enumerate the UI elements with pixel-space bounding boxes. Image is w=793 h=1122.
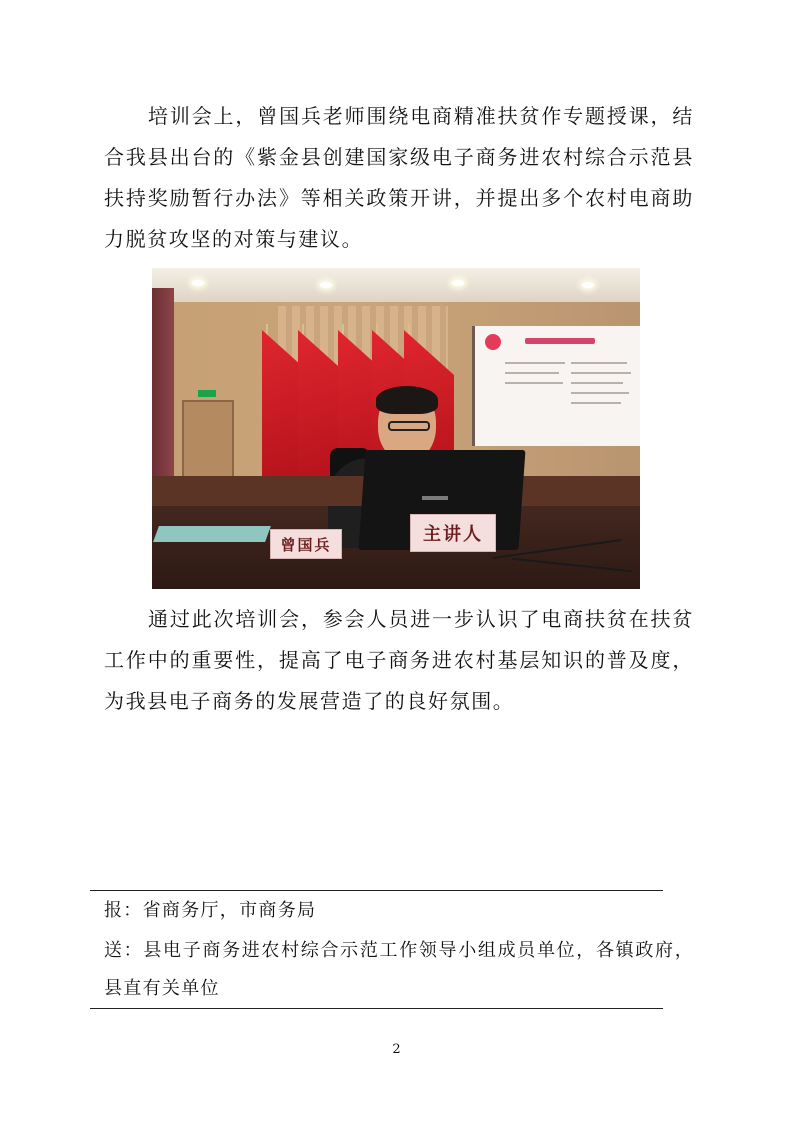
slide-text-line [571,362,627,364]
ceiling-light [192,280,204,286]
slide-title-bar [525,338,595,344]
paragraph-training-content: 培训会上，曾国兵老师围绕电商精准扶贫作专题授课，结合我县出台的《紫金县创建国家级电子商务进农村综合示范县扶持奖励暂行办法》等相关政策开讲，并提出多个农村电商助力脱贫攻坚的对策与建议。 [104,104,694,251]
divider-top [90,890,663,891]
slide-text-line [571,402,621,404]
training-photo [152,268,640,589]
nameplate-speaker-name: 曾国兵 [270,529,342,559]
slide-text-line [505,362,565,364]
speaker-glasses [388,421,430,431]
report-to-line: 报：省商务厅，市商务局 [104,900,317,921]
projection-screen [472,326,640,446]
page-number: 2 [392,1042,401,1057]
nameplate-lecturer: 主讲人 [410,514,496,552]
exit-sign [198,390,216,397]
slide-text-line [571,392,629,394]
slide-text-line [505,372,559,374]
ceiling-light [582,282,594,288]
slide-text-line [571,372,631,374]
slide-logo [485,334,501,350]
speaker-hair [376,386,438,414]
stack-of-papers [153,526,271,542]
slide-text-line [505,382,563,384]
paragraph-training-outcome: 通过此次培训会，参会人员进一步认识了电商扶贫在扶贫工作中的重要性，提高了电子商务进农村基层知识的普及度，为我县电子商务的发展营造了的良好氛围。 [104,607,694,713]
photo-ceiling [152,268,640,302]
ceiling-light [320,282,332,288]
ceiling-light [452,280,464,286]
door [182,400,234,480]
slide-text-line [571,382,623,384]
send-to-line: 送：县电子商务进农村综合示范工作领导小组成员单位，各镇政府，县直有关单位 [104,940,694,999]
side-curtain [152,288,174,488]
laptop-logo [422,496,448,500]
divider-bottom [90,1008,663,1009]
